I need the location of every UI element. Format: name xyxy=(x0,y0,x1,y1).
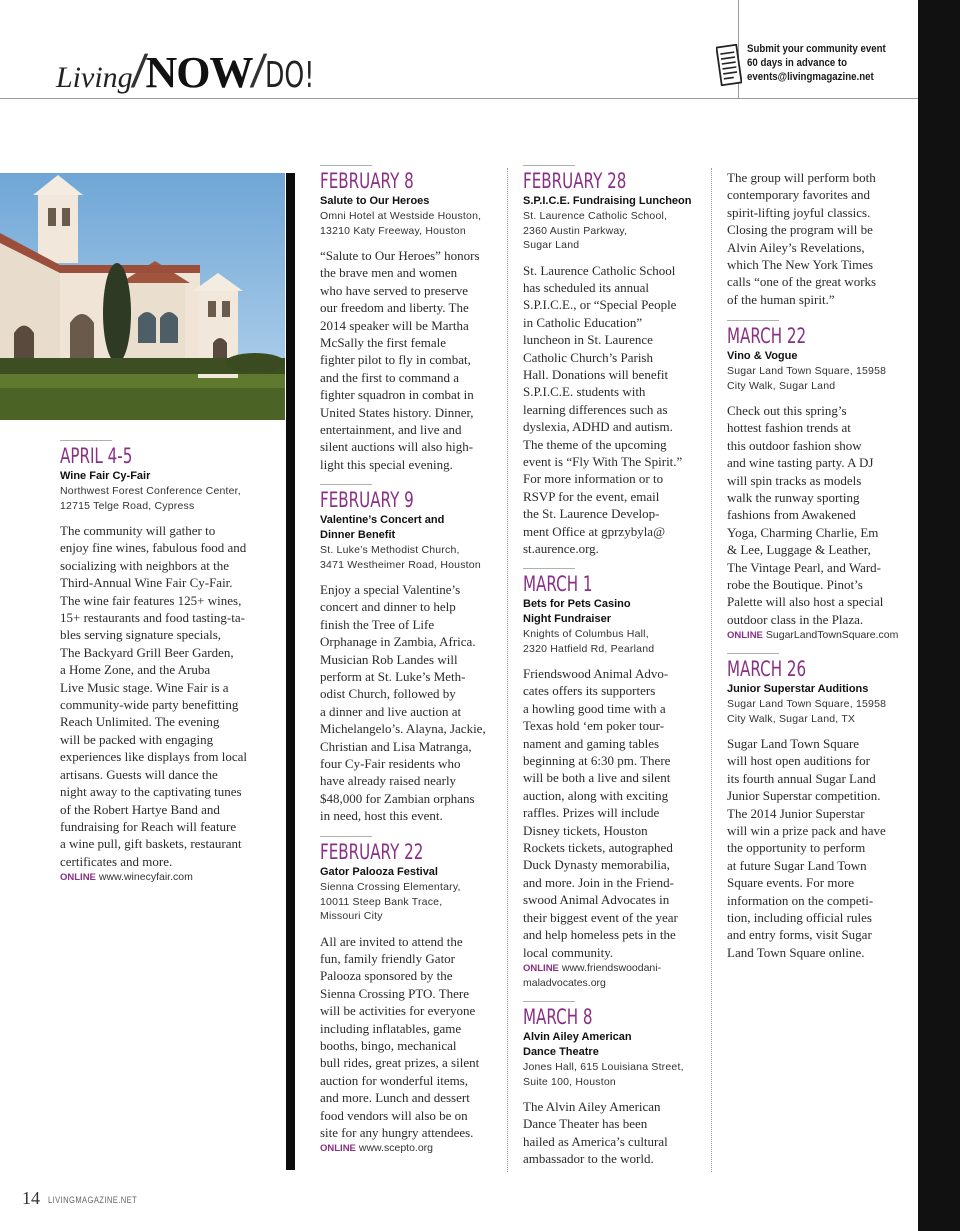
body-line: bull rides, great prizes, a silent xyxy=(320,1055,480,1071)
online-link[interactable]: maladvocates.org xyxy=(523,976,606,989)
event-description xyxy=(60,522,280,870)
body-line: raffles. Prizes will include xyxy=(523,805,660,821)
event-march-8-continued xyxy=(727,169,915,308)
body-line: artisans. Guests will dance the xyxy=(60,766,218,782)
body-line: auction for wonderful items, xyxy=(320,1072,469,1088)
body-line: community-wide party benefitting xyxy=(60,697,239,713)
body-line: including inflatables, game xyxy=(320,1020,462,1036)
body-line: Land Town Square online. xyxy=(727,944,865,960)
body-line: Live Music stage. Wine Fair is a xyxy=(60,679,229,695)
event-rule xyxy=(60,440,112,441)
title-line: Dance Theatre xyxy=(523,1046,599,1058)
event-date: APRIL 4-5 xyxy=(60,444,133,468)
body-line: swood Animal Advocates in xyxy=(523,892,670,908)
event-rule xyxy=(523,568,575,569)
body-line: and the first to command a xyxy=(320,369,459,385)
body-line: walk the runway sporting xyxy=(727,490,860,506)
event-title: Vino & Vogue xyxy=(727,350,798,362)
body-line: The Backyard Grill Beer Garden, xyxy=(60,644,234,660)
body-line: Musician Rob Landes will xyxy=(320,651,458,667)
body-line: Enjoy a special Valentine’s xyxy=(320,582,461,597)
body-line: Orphanage in Zambia, Africa. xyxy=(320,634,476,650)
body-line: odist Church, followed by xyxy=(320,686,456,702)
body-line: and help homeless pets in the xyxy=(523,927,676,943)
title-line: Bets for Pets Casino xyxy=(523,598,631,610)
body-line: Christian and Lisa Matranga, xyxy=(320,738,472,754)
location-line: Knights of Columbus Hall, xyxy=(523,628,649,640)
body-line: The Vintage Pearl, and Ward- xyxy=(727,559,882,575)
body-line: & Lee, Luggage & Leather, xyxy=(727,542,871,558)
body-line: Disney tickets, Houston xyxy=(523,822,648,838)
section-logo xyxy=(56,44,336,104)
event-online xyxy=(727,628,915,643)
body-line: hailed as America’s cultural xyxy=(523,1133,668,1149)
body-line: hottest fashion trends at xyxy=(727,420,851,436)
body-line: enjoy fine wines, fabulous food and xyxy=(60,540,247,556)
logo-living: Living xyxy=(56,61,133,94)
body-line: Friendswood Animal Advo- xyxy=(523,666,669,681)
body-line: a dinner and live auction at xyxy=(320,703,462,719)
body-line: finish the Tree of Life xyxy=(320,616,435,632)
body-line: in need, host this event. xyxy=(320,808,443,824)
body-line: of the Robert Hartye Band and xyxy=(60,801,220,817)
location-line: Omni Hotel at Westside Houston, xyxy=(320,210,482,222)
body-line: S.P.I.C.E., or “Special People xyxy=(523,297,677,313)
event-rule xyxy=(320,836,372,837)
body-line: Check out this spring’s xyxy=(727,403,847,418)
body-line: The Alvin Ailey American xyxy=(523,1099,661,1114)
body-line: Rockets tickets, autographed xyxy=(523,840,673,856)
body-line: auction, along with exciting xyxy=(523,787,669,803)
body-line: fundraising for Reach will feature xyxy=(60,818,237,834)
body-line: fashions from Awakened xyxy=(727,507,856,523)
event-location xyxy=(727,697,915,726)
event-rule xyxy=(727,320,779,321)
body-line: and more. Lunch and dessert xyxy=(320,1090,470,1106)
event-venue-photo xyxy=(0,173,285,420)
body-line: food vendors will also be on xyxy=(320,1107,468,1123)
body-line: Michelangelo’s. Alayna, Jackie, xyxy=(320,721,486,737)
online-label: ONLINE xyxy=(320,1143,356,1155)
event-rule xyxy=(523,1001,575,1002)
event-location xyxy=(320,209,502,238)
event-title: Salute to Our Heroes xyxy=(320,195,430,207)
body-line: St. Laurence Catholic School xyxy=(523,262,676,278)
body-line: Third-Annual Wine Fair Cy-Fair. xyxy=(60,575,233,591)
event-february-8 xyxy=(320,165,502,473)
logo-slash: / xyxy=(248,45,269,97)
body-line: in Catholic Education” xyxy=(523,314,643,330)
location-line: City Walk, Sugar Land xyxy=(727,379,836,392)
event-description xyxy=(523,1098,708,1168)
column-divider-dotted xyxy=(507,168,508,1172)
body-line: learning differences such as xyxy=(523,401,668,417)
event-location xyxy=(320,880,502,924)
body-line: a howling good time with a xyxy=(523,700,666,716)
body-line: ambassador to the world. xyxy=(523,1151,654,1167)
event-description xyxy=(320,581,502,825)
body-line: The 2014 Junior Superstar xyxy=(727,805,865,821)
event-march-1 xyxy=(523,568,708,990)
body-line: will win a prize pack and have xyxy=(727,823,886,839)
event-date: FEBRUARY 28 xyxy=(523,169,627,193)
event-title xyxy=(523,597,708,627)
body-line: McSally the first female xyxy=(320,335,446,351)
body-line: Palette will also host a special xyxy=(727,594,884,610)
body-line: fighter pilot to fly in combat, xyxy=(320,352,471,368)
location-line: 12715 Telge Road, Cypress xyxy=(60,499,195,512)
event-description xyxy=(727,735,915,961)
event-rule xyxy=(523,165,575,166)
page-edge-bar xyxy=(918,0,960,1231)
location-line: Northwest Forest Conference Center, xyxy=(60,485,241,497)
online-link[interactable]: www.friendswoodani- xyxy=(561,961,662,974)
body-line: will be packed with engaging xyxy=(60,731,214,747)
body-line: Yoga, Charming Charlie, Em xyxy=(727,524,879,540)
logo-slash: / xyxy=(129,45,150,97)
body-line: of the human spirit.” xyxy=(727,291,835,307)
event-march-22 xyxy=(727,320,915,643)
event-date: MARCH 26 xyxy=(727,657,807,681)
body-line: robe the Boutique. Pinot’s xyxy=(727,577,863,593)
online-label: ONLINE xyxy=(727,630,763,642)
body-line: Hall. Donations will benefit xyxy=(523,366,669,382)
body-line: “Salute to Our Heroes” honors xyxy=(320,248,480,263)
body-line: beginning at 6:30 pm. There xyxy=(523,753,671,769)
body-line: site for any hungry attendees. xyxy=(320,1124,474,1140)
body-line: our freedom and liberty. The xyxy=(320,300,469,316)
event-location xyxy=(60,484,280,513)
location-line: Sugar Land xyxy=(523,239,580,251)
page-number: 14 xyxy=(22,1188,40,1208)
event-date: MARCH 8 xyxy=(523,1005,593,1029)
event-location xyxy=(523,627,708,656)
body-line: cates offers its supporters xyxy=(523,683,656,699)
event-date: FEBRUARY 22 xyxy=(320,840,424,864)
event-description xyxy=(727,402,915,628)
online-label: ONLINE xyxy=(523,962,559,974)
event-location xyxy=(727,364,915,393)
body-line: tion, including official rules xyxy=(727,910,872,926)
body-line: the St. Laurence Develop- xyxy=(523,506,660,522)
submit-line: 60 days in advance to xyxy=(747,57,848,69)
body-line: will be activities for everyone xyxy=(320,1003,476,1019)
body-line: booths, bingo, mechanical xyxy=(320,1037,457,1053)
location-line: Sugar Land Town Square, 15958 xyxy=(727,698,887,710)
body-line: S.P.I.C.E. students with xyxy=(523,384,646,400)
body-line: a wine pull, gift baskets, restaurant xyxy=(60,836,242,852)
online-link[interactable]: www.scepto.org xyxy=(358,1142,434,1155)
body-line: Sugar Land Town Square xyxy=(727,736,860,751)
body-line: entertainment, and live and xyxy=(320,422,462,438)
event-march-26 xyxy=(727,653,915,961)
event-description xyxy=(320,247,502,473)
location-line: City Walk, Sugar Land, TX xyxy=(727,712,856,725)
site-name: LIVINGMAGAZINE.NET xyxy=(48,1195,138,1206)
title-line: Valentine’s Concert and xyxy=(320,514,445,526)
body-line: and entry forms, visit Sugar xyxy=(727,927,872,943)
body-line: 15+ restaurants and food tasting-ta- xyxy=(60,610,245,626)
location-line: 2320 Hatfield Rd, Pearland xyxy=(523,642,655,655)
body-line: at future Sugar Land Town xyxy=(727,857,867,873)
body-line: night away to the captivating tunes xyxy=(60,784,242,800)
location-line: 3471 Westheimer Road, Houston xyxy=(320,558,481,571)
body-line: their biggest event of the year xyxy=(523,909,678,925)
body-line: has scheduled its annual xyxy=(523,279,649,295)
body-line: which The New York Times xyxy=(727,257,874,273)
event-april-4-5 xyxy=(60,440,280,885)
body-line: this outdoor fashion show xyxy=(727,437,862,453)
event-rule xyxy=(320,484,372,485)
body-line: four Cy-Fair residents who xyxy=(320,756,461,772)
body-line: the opportunity to perform xyxy=(727,840,866,856)
body-line: bles serving signature specials, xyxy=(60,627,222,643)
body-line: nament and gaming tables xyxy=(523,735,660,751)
event-date: MARCH 22 xyxy=(727,324,807,348)
event-online xyxy=(60,870,280,885)
body-line: dyslexia, ADHD and autism. xyxy=(523,419,673,435)
online-link[interactable]: www.winecyfair.com xyxy=(98,871,193,884)
event-date: FEBRUARY 9 xyxy=(320,488,414,512)
body-line: perform at St. Luke’s Meth- xyxy=(320,669,466,685)
document-list-icon xyxy=(716,44,742,86)
event-online xyxy=(523,961,708,990)
body-line: its fourth annual Sugar Land xyxy=(727,770,876,786)
event-march-8 xyxy=(523,1001,708,1168)
event-title xyxy=(320,513,502,543)
body-line: The wine fair features 125+ wines, xyxy=(60,592,242,608)
body-line: United States history. Dinner, xyxy=(320,404,474,420)
body-line: outdoor class in the Plaza. xyxy=(727,611,864,627)
body-line: For more information or to xyxy=(523,471,664,487)
event-title: S.P.I.C.E. Fundraising Luncheon xyxy=(523,195,692,207)
body-line: st.aurence.org. xyxy=(523,541,599,556)
event-description xyxy=(320,933,502,1142)
event-location xyxy=(523,1060,708,1089)
body-line: Duck Dynasty memorabilia, xyxy=(523,857,670,873)
body-line: The group will perform both xyxy=(727,170,876,185)
location-line: Jones Hall, 615 Louisiana Street, xyxy=(523,1061,684,1073)
body-line: the brave men and women xyxy=(320,265,458,281)
body-line: Square events. For more xyxy=(727,875,855,891)
body-line: fighter squadron in combat in xyxy=(320,387,474,403)
body-line: and wine tasting party. A DJ xyxy=(727,455,874,471)
body-line: ment Office at gprzybyla@ xyxy=(523,523,666,539)
event-date: MARCH 1 xyxy=(523,572,593,596)
body-line: The community will gather to xyxy=(60,523,216,538)
location-line: Suite 100, Houston xyxy=(523,1075,616,1088)
submit-email: events@livingmagazine.net xyxy=(747,71,874,83)
location-line: 2360 Austin Parkway, xyxy=(523,224,628,237)
body-line: socializing with neighbors at the xyxy=(60,557,229,573)
event-online xyxy=(320,1141,502,1156)
column-divider xyxy=(286,173,295,1170)
body-line: concert and dinner to help xyxy=(320,599,456,615)
body-line: information on the competi- xyxy=(727,892,874,908)
event-february-22 xyxy=(320,836,502,1156)
event-title: Gator Palooza Festival xyxy=(320,866,438,878)
logo-do: DO! xyxy=(265,55,315,96)
logo-now: NOW xyxy=(145,48,253,97)
location-line: St. Laurence Catholic School, xyxy=(523,210,668,222)
online-label: ONLINE xyxy=(60,872,96,884)
body-line: will spin tracks as models xyxy=(727,472,862,488)
event-title xyxy=(523,1030,708,1060)
body-line: will be both a live and silent xyxy=(523,770,671,786)
event-location xyxy=(523,209,708,253)
event-february-9 xyxy=(320,484,502,825)
body-line: certificates and more. xyxy=(60,853,173,869)
event-description xyxy=(523,262,708,558)
event-title: Junior Superstar Auditions xyxy=(727,683,869,695)
body-line: who have served to preserve xyxy=(320,282,468,298)
title-line: Night Fundraiser xyxy=(523,613,612,625)
body-line: fun, family friendly Gator xyxy=(320,950,456,966)
body-line: 2014 speaker will be Martha xyxy=(320,317,469,333)
body-line: a Home Zone, and the Aruba xyxy=(60,662,211,678)
body-line: spirit-lifting joyful classics. xyxy=(727,204,871,220)
event-february-28 xyxy=(523,165,708,557)
body-line: light this special evening. xyxy=(320,456,453,472)
event-title: Wine Fair Cy-Fair xyxy=(60,470,151,482)
body-line: Palooza sponsored by the xyxy=(320,968,453,984)
body-line: silent auctions will also high- xyxy=(320,439,474,455)
column-divider-dotted xyxy=(711,168,712,1172)
body-line: Alvin Ailey’s Revelations, xyxy=(727,239,865,255)
body-line: The theme of the upcoming xyxy=(523,436,667,452)
body-line: Junior Superstar competition. xyxy=(727,788,881,804)
location-line: 10011 Steep Bank Trace, xyxy=(320,895,443,908)
body-line: RSVP for the event, email xyxy=(523,488,660,504)
body-line: Reach Unlimited. The evening xyxy=(60,714,220,730)
location-line: 13210 Katy Freeway, Houston xyxy=(320,224,466,237)
body-line: will host open auditions for xyxy=(727,753,870,769)
event-rule xyxy=(727,653,779,654)
body-line: event is “Fly With The Spirit.” xyxy=(523,453,683,469)
event-rule xyxy=(320,165,372,166)
submit-line: Submit your community event xyxy=(747,43,886,55)
event-description xyxy=(523,665,708,961)
body-line: Catholic Church’s Parish xyxy=(523,349,653,365)
location-line: St. Luke’s Methodist Church, xyxy=(320,544,460,556)
body-line: and more. Join in the Friend- xyxy=(523,874,674,890)
body-line: calls “one of the great works xyxy=(727,274,877,290)
title-line: Alvin Ailey American xyxy=(523,1031,632,1043)
body-line: experiences like displays from local xyxy=(60,749,247,765)
location-line: Sugar Land Town Square, 15958 xyxy=(727,365,887,377)
body-line: $48,000 for Zambian orphans xyxy=(320,790,475,806)
body-line: local community. xyxy=(523,944,614,960)
body-line: Closing the program will be xyxy=(727,222,873,238)
submit-event-notice xyxy=(747,42,907,84)
location-line: Sienna Crossing Elementary, xyxy=(320,881,461,893)
body-line: Dance Theater has been xyxy=(523,1116,648,1132)
body-line: Sienna Crossing PTO. There xyxy=(320,985,470,1001)
body-line: Texas hold ‘em poker tour- xyxy=(523,718,665,734)
online-link[interactable]: SugarLandTownSquare.com xyxy=(765,629,899,642)
title-line: Dinner Benefit xyxy=(320,529,396,541)
body-line: All are invited to attend the xyxy=(320,933,463,949)
event-date: FEBRUARY 8 xyxy=(320,169,414,193)
event-location xyxy=(320,543,502,572)
location-line: Missouri City xyxy=(320,910,383,922)
body-line: have already raised nearly xyxy=(320,773,457,789)
body-line: contemporary favorites and xyxy=(727,187,870,203)
body-line: luncheon in St. Laurence xyxy=(523,332,653,348)
